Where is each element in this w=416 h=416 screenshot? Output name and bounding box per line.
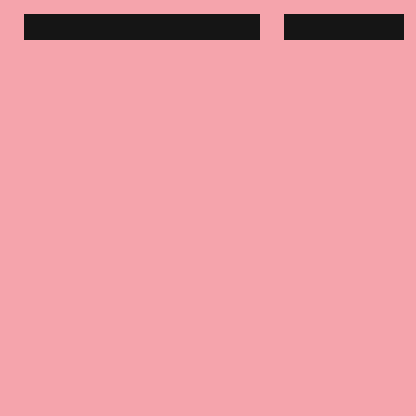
- product-description-header: [284, 14, 404, 40]
- ingredients-text: [284, 40, 404, 46]
- nutrition-table-header: [24, 14, 260, 40]
- nutrition-table: [24, 14, 260, 40]
- ingredients-panel: [284, 14, 404, 46]
